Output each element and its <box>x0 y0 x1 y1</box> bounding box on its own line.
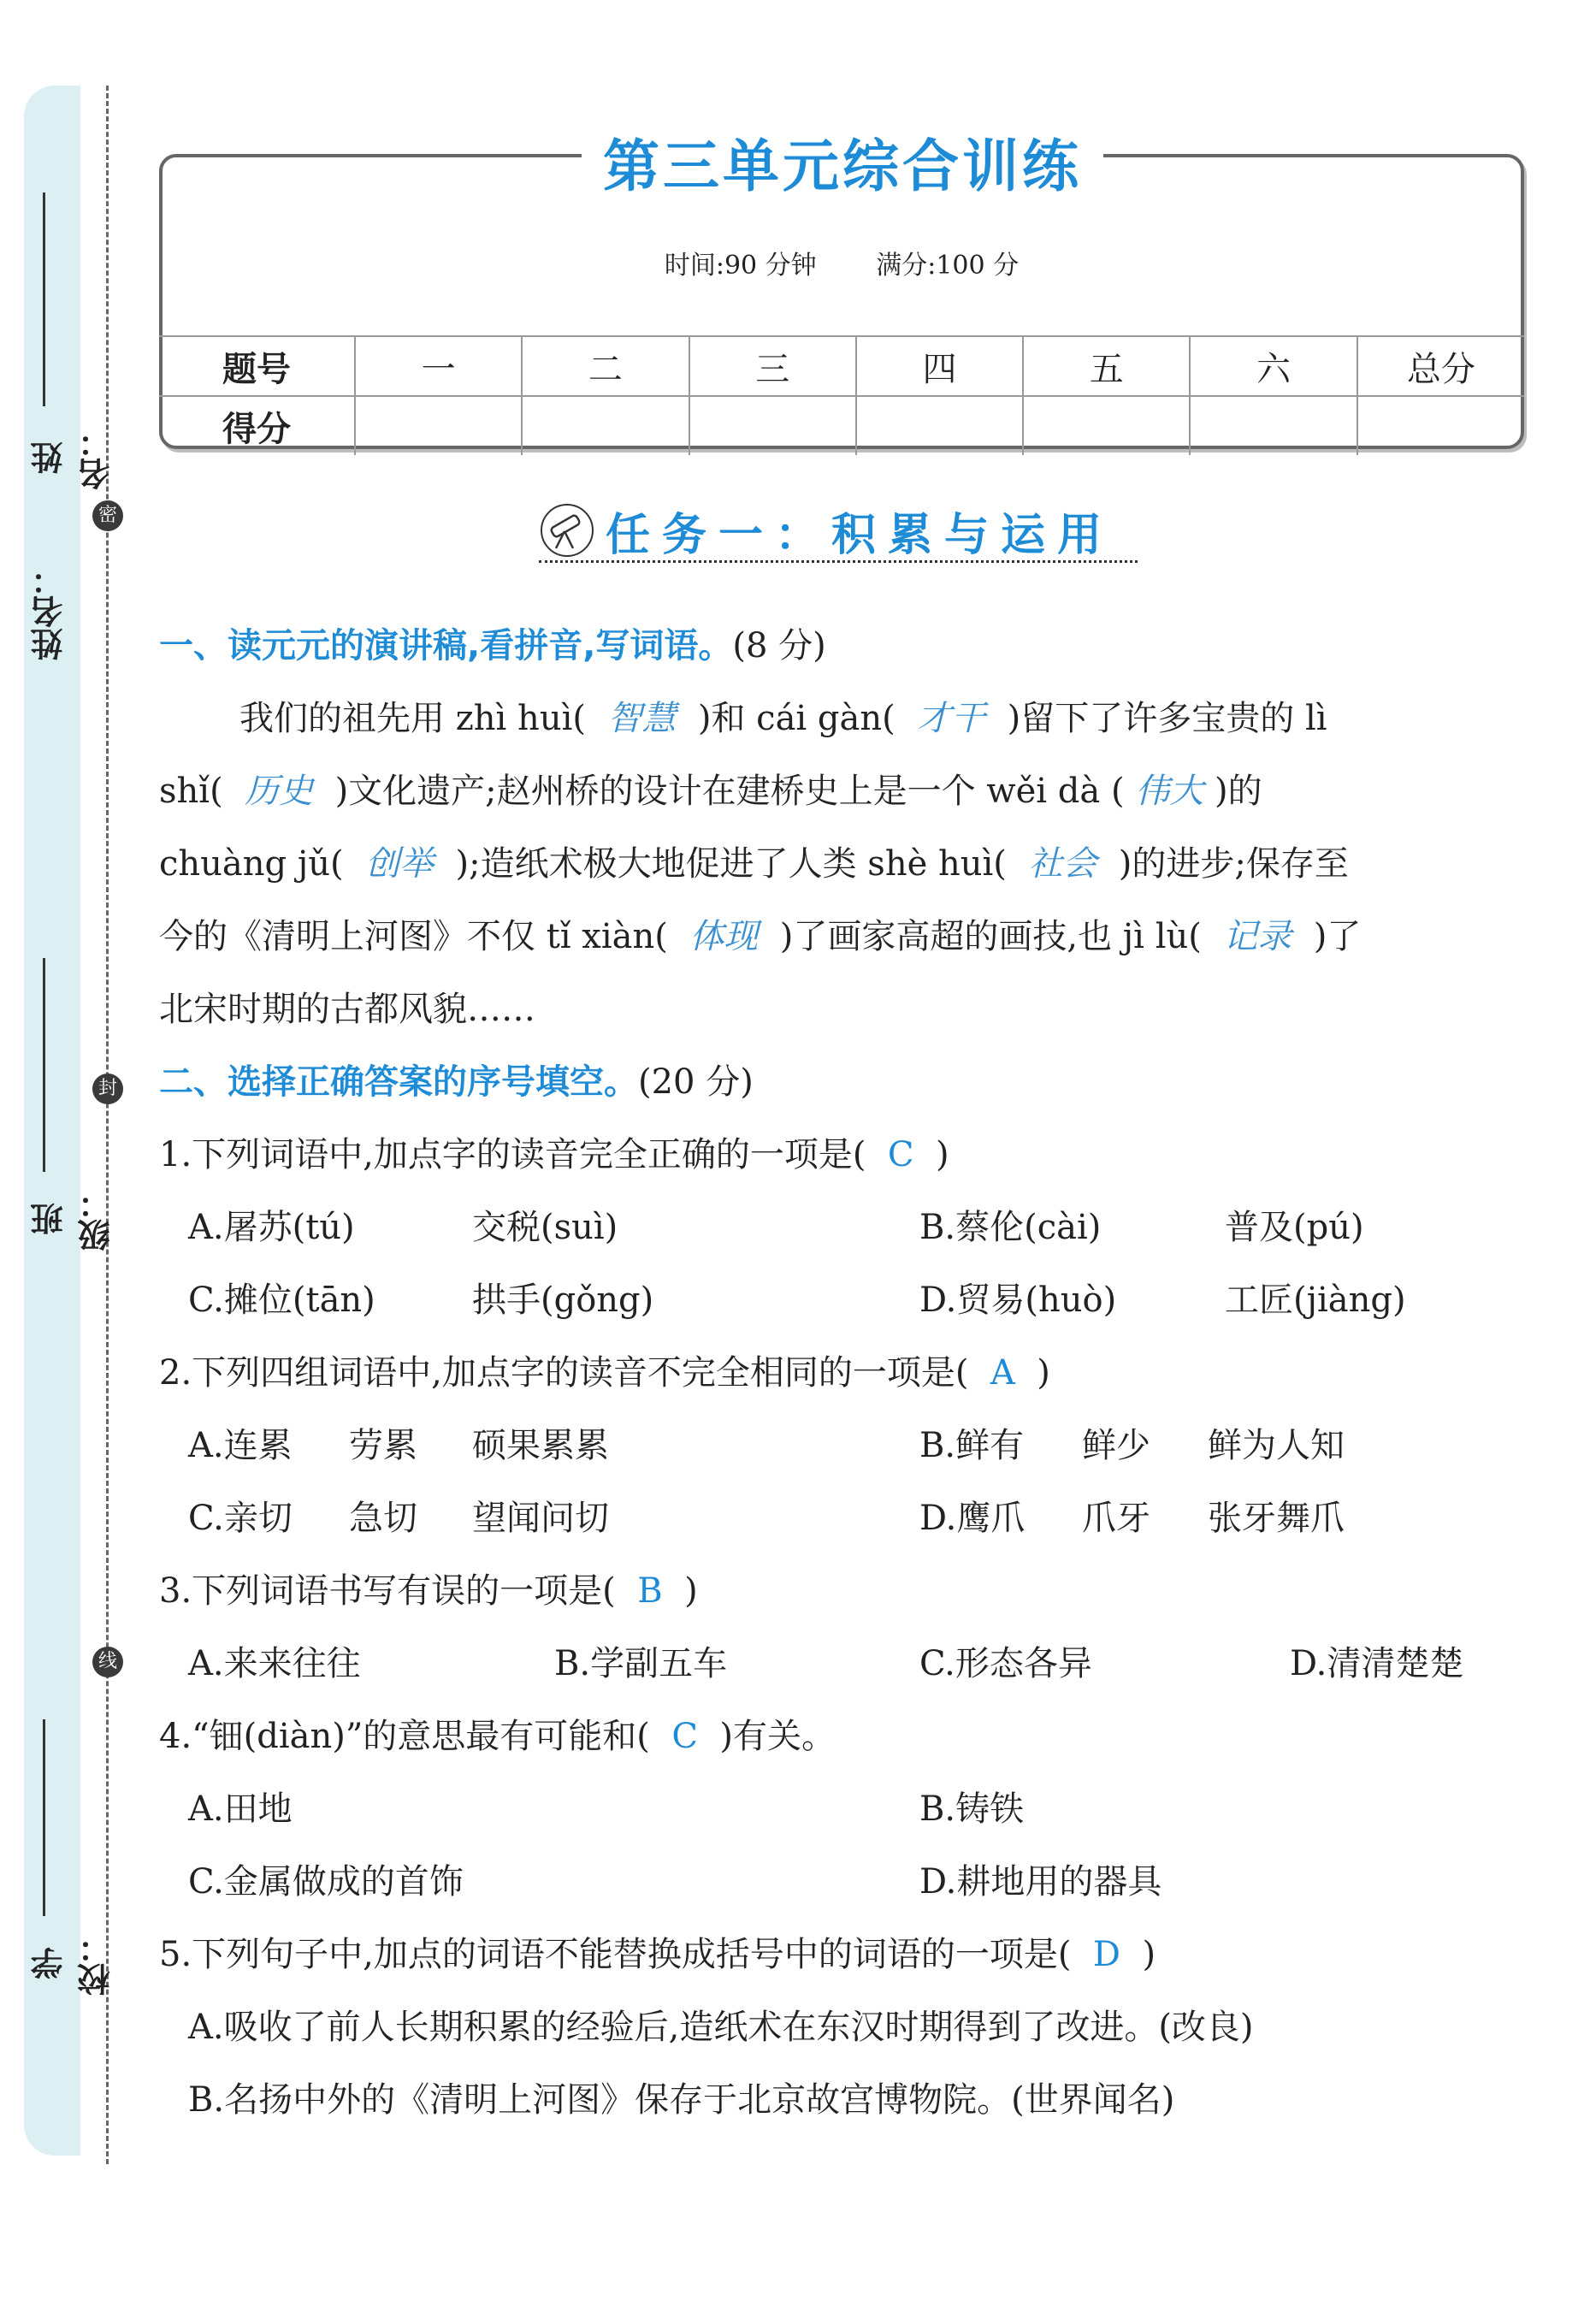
passage-line: 北宋时期的古都风貌…… <box>159 990 535 1029</box>
option-a[interactable]: A.来来往往 <box>188 1644 361 1683</box>
question-stem <box>159 1129 1528 1180</box>
stem-text: )有关。 <box>719 1717 836 1756</box>
passage-text: )了 <box>1313 917 1362 956</box>
stem-text: ) <box>935 1135 949 1174</box>
class-label: 班级： <box>31 1186 115 1251</box>
option-c[interactable]: C.金属做成的首饰 <box>188 1862 464 1902</box>
option-c[interactable]: C.形态各异 <box>919 1644 1092 1683</box>
option-a-word2: 交税(suì) <box>472 1208 618 1247</box>
section-title: 二、选择正确答案的序号填空。 <box>159 1062 638 1102</box>
stem-text: ) <box>684 1571 698 1611</box>
task-title: 任务一：积累与运用 <box>606 509 1114 561</box>
table-cell: 二 <box>522 336 689 396</box>
option-a[interactable]: A.屠苏(tú) <box>188 1208 355 1247</box>
passage-text: 今的《清明上河图》不仅 tǐ xiàn( <box>159 917 668 956</box>
section-score: (20 分) <box>638 1062 754 1102</box>
time-limit: 时间:90 分钟 <box>664 251 817 281</box>
table-cell: 总分 <box>1357 336 1524 396</box>
seal-feng: 封 <box>92 1074 123 1104</box>
table-row <box>159 336 1524 396</box>
option-c[interactable]: C.亲切 <box>188 1499 293 1538</box>
option-d[interactable]: D.清清楚楚 <box>1290 1644 1464 1683</box>
stem-text: ) <box>1142 1935 1156 1974</box>
class-blank[interactable] <box>43 958 45 1172</box>
option-d[interactable]: D.贸易(huò) <box>919 1281 1117 1320</box>
section2-heading <box>159 1056 1528 1108</box>
time-info <box>159 244 1524 281</box>
name-label-text: 姓名： <box>31 425 115 490</box>
passage-text: )了画家高超的画技,也 jì lù( <box>779 917 1202 956</box>
score-cell[interactable] <box>689 396 856 455</box>
answer-mark[interactable]: B <box>637 1571 663 1611</box>
table-cell: 题号 <box>159 336 355 396</box>
passage-text: 我们的祖先用 zhì huì( <box>239 699 586 738</box>
option-b[interactable]: B.铸铁 <box>919 1789 1025 1829</box>
option-c-word2: 拱手(gǒng) <box>472 1281 654 1320</box>
passage-text: )文化遗产;赵州桥的设计在建桥史上是一个 wěi dà ( <box>334 772 1125 811</box>
filled-answer[interactable]: 伟大 <box>1135 772 1204 811</box>
option-a[interactable]: A.田地 <box>188 1789 293 1829</box>
passage-text: )的进步;保存至 <box>1118 844 1349 884</box>
option-d-word2: 工匠(jiàng) <box>1225 1281 1406 1320</box>
option-b[interactable]: B.名扬中外的《清明上河图》保存于北京故宫博物院。(世界闻名) <box>188 2080 1175 2120</box>
option-b[interactable]: B.学副五车 <box>554 1644 728 1683</box>
option-b[interactable]: B.蔡伦(cài) <box>919 1208 1102 1247</box>
answer-mark[interactable]: C <box>887 1135 914 1174</box>
score-cell[interactable] <box>355 396 522 455</box>
section-score: (8 分) <box>732 626 826 665</box>
filled-answer[interactable]: 才干 <box>917 699 986 738</box>
telescope-icon <box>539 502 595 559</box>
answer-mark[interactable]: A <box>990 1353 1015 1393</box>
passage-text: );造纸术极大地促进了人类 shè huì( <box>455 844 1007 884</box>
option-a[interactable]: A.吸收了前人长期积累的经验后,造纸术在东汉时期得到了改进。(改良) <box>188 2008 1254 2047</box>
answer-mark[interactable]: C <box>671 1717 698 1756</box>
passage-line <box>159 766 1528 817</box>
option-b-word3: 鲜为人知 <box>1208 1426 1345 1465</box>
answer-mark[interactable]: D <box>1092 1935 1120 1974</box>
passage-text: )和 cái gàn( <box>697 699 896 738</box>
option-c-word2: 急切 <box>349 1499 417 1538</box>
name-blank[interactable] <box>43 192 45 406</box>
option-d-word2: 爪牙 <box>1082 1499 1150 1538</box>
table-cell: 得分 <box>159 396 355 455</box>
question-stem <box>159 1711 1528 1762</box>
stem-text: 3.下列词语书写有误的一项是( <box>159 1571 616 1611</box>
score-cell[interactable] <box>1023 396 1190 455</box>
option-b-word2: 普及(pú) <box>1225 1208 1364 1247</box>
score-cell[interactable] <box>522 396 689 455</box>
score-cell[interactable] <box>1357 396 1524 455</box>
school-blank[interactable] <box>43 1719 45 1916</box>
score-cell[interactable] <box>856 396 1023 455</box>
stem-text: 1.下列词语中,加点字的读音完全正确的一项是( <box>159 1135 866 1174</box>
paper-title: 第三单元综合训练 <box>582 128 1103 205</box>
option-a-word2: 劳累 <box>349 1426 417 1465</box>
option-d-word3: 张牙舞爪 <box>1208 1499 1345 1538</box>
table-row <box>159 396 1524 455</box>
section-title: 一、读元元的演讲稿,看拼音,写词语。 <box>159 626 733 665</box>
passage-line <box>159 911 1528 962</box>
task-heading <box>539 500 1138 563</box>
question-stem <box>159 1565 1528 1617</box>
option-d[interactable]: D.耕地用的器具 <box>919 1862 1162 1902</box>
table-cell: 一 <box>355 336 522 396</box>
filled-answer[interactable]: 历史 <box>245 772 314 811</box>
option-c-word3: 望闻问切 <box>472 1499 609 1538</box>
full-score: 满分:100 分 <box>876 251 1020 281</box>
seal-xian: 线 <box>92 1647 123 1677</box>
filled-answer[interactable]: 智慧 <box>607 699 677 738</box>
table-cell: 六 <box>1190 336 1357 396</box>
question-stem <box>159 1929 1528 1980</box>
cut-line <box>106 86 109 2164</box>
option-c[interactable]: C.摊位(tān) <box>188 1281 375 1320</box>
filled-answer[interactable]: 社会 <box>1028 844 1097 884</box>
passage-line <box>159 838 1528 890</box>
question-stem <box>159 1347 1528 1399</box>
passage-line <box>239 693 1596 744</box>
table-cell: 五 <box>1023 336 1190 396</box>
seal-mi: 密 <box>92 500 123 531</box>
option-d[interactable]: D.鹰爪 <box>919 1499 1026 1538</box>
stem-text: 2.下列四组词语中,加点字的读音不完全相同的一项是( <box>159 1353 969 1393</box>
table-cell: 四 <box>856 336 1023 396</box>
score-table <box>159 335 1524 455</box>
option-a-word3: 硕果累累 <box>472 1426 609 1465</box>
stem-text: 5.下列句子中,加点的词语不能替换成括号中的词语的一项是( <box>159 1935 1072 1974</box>
school-label: 学校： <box>31 1931 115 1996</box>
score-cell[interactable] <box>1190 396 1357 455</box>
option-a[interactable]: A.连累 <box>188 1426 293 1465</box>
option-b-word2: 鲜少 <box>1082 1426 1150 1465</box>
passage-text: shǐ( <box>159 772 223 811</box>
filled-answer[interactable]: 体现 <box>689 917 759 956</box>
passage-text: )的 <box>1215 772 1262 811</box>
table-cell: 三 <box>689 336 856 396</box>
stem-text: ) <box>1037 1353 1050 1393</box>
filled-answer[interactable]: 创举 <box>365 844 434 884</box>
section1-heading <box>159 620 1528 671</box>
name-label: 姓名： <box>31 563 68 660</box>
stem-text: 4.“钿(diàn)”的意思最有可能和( <box>159 1717 650 1756</box>
option-b[interactable]: B.鲜有 <box>919 1426 1025 1465</box>
passage-text: chuàng jǔ( <box>159 844 344 884</box>
passage-text: )留下了许多宝贵的 lì <box>1007 699 1327 738</box>
filled-answer[interactable]: 记录 <box>1223 917 1292 956</box>
